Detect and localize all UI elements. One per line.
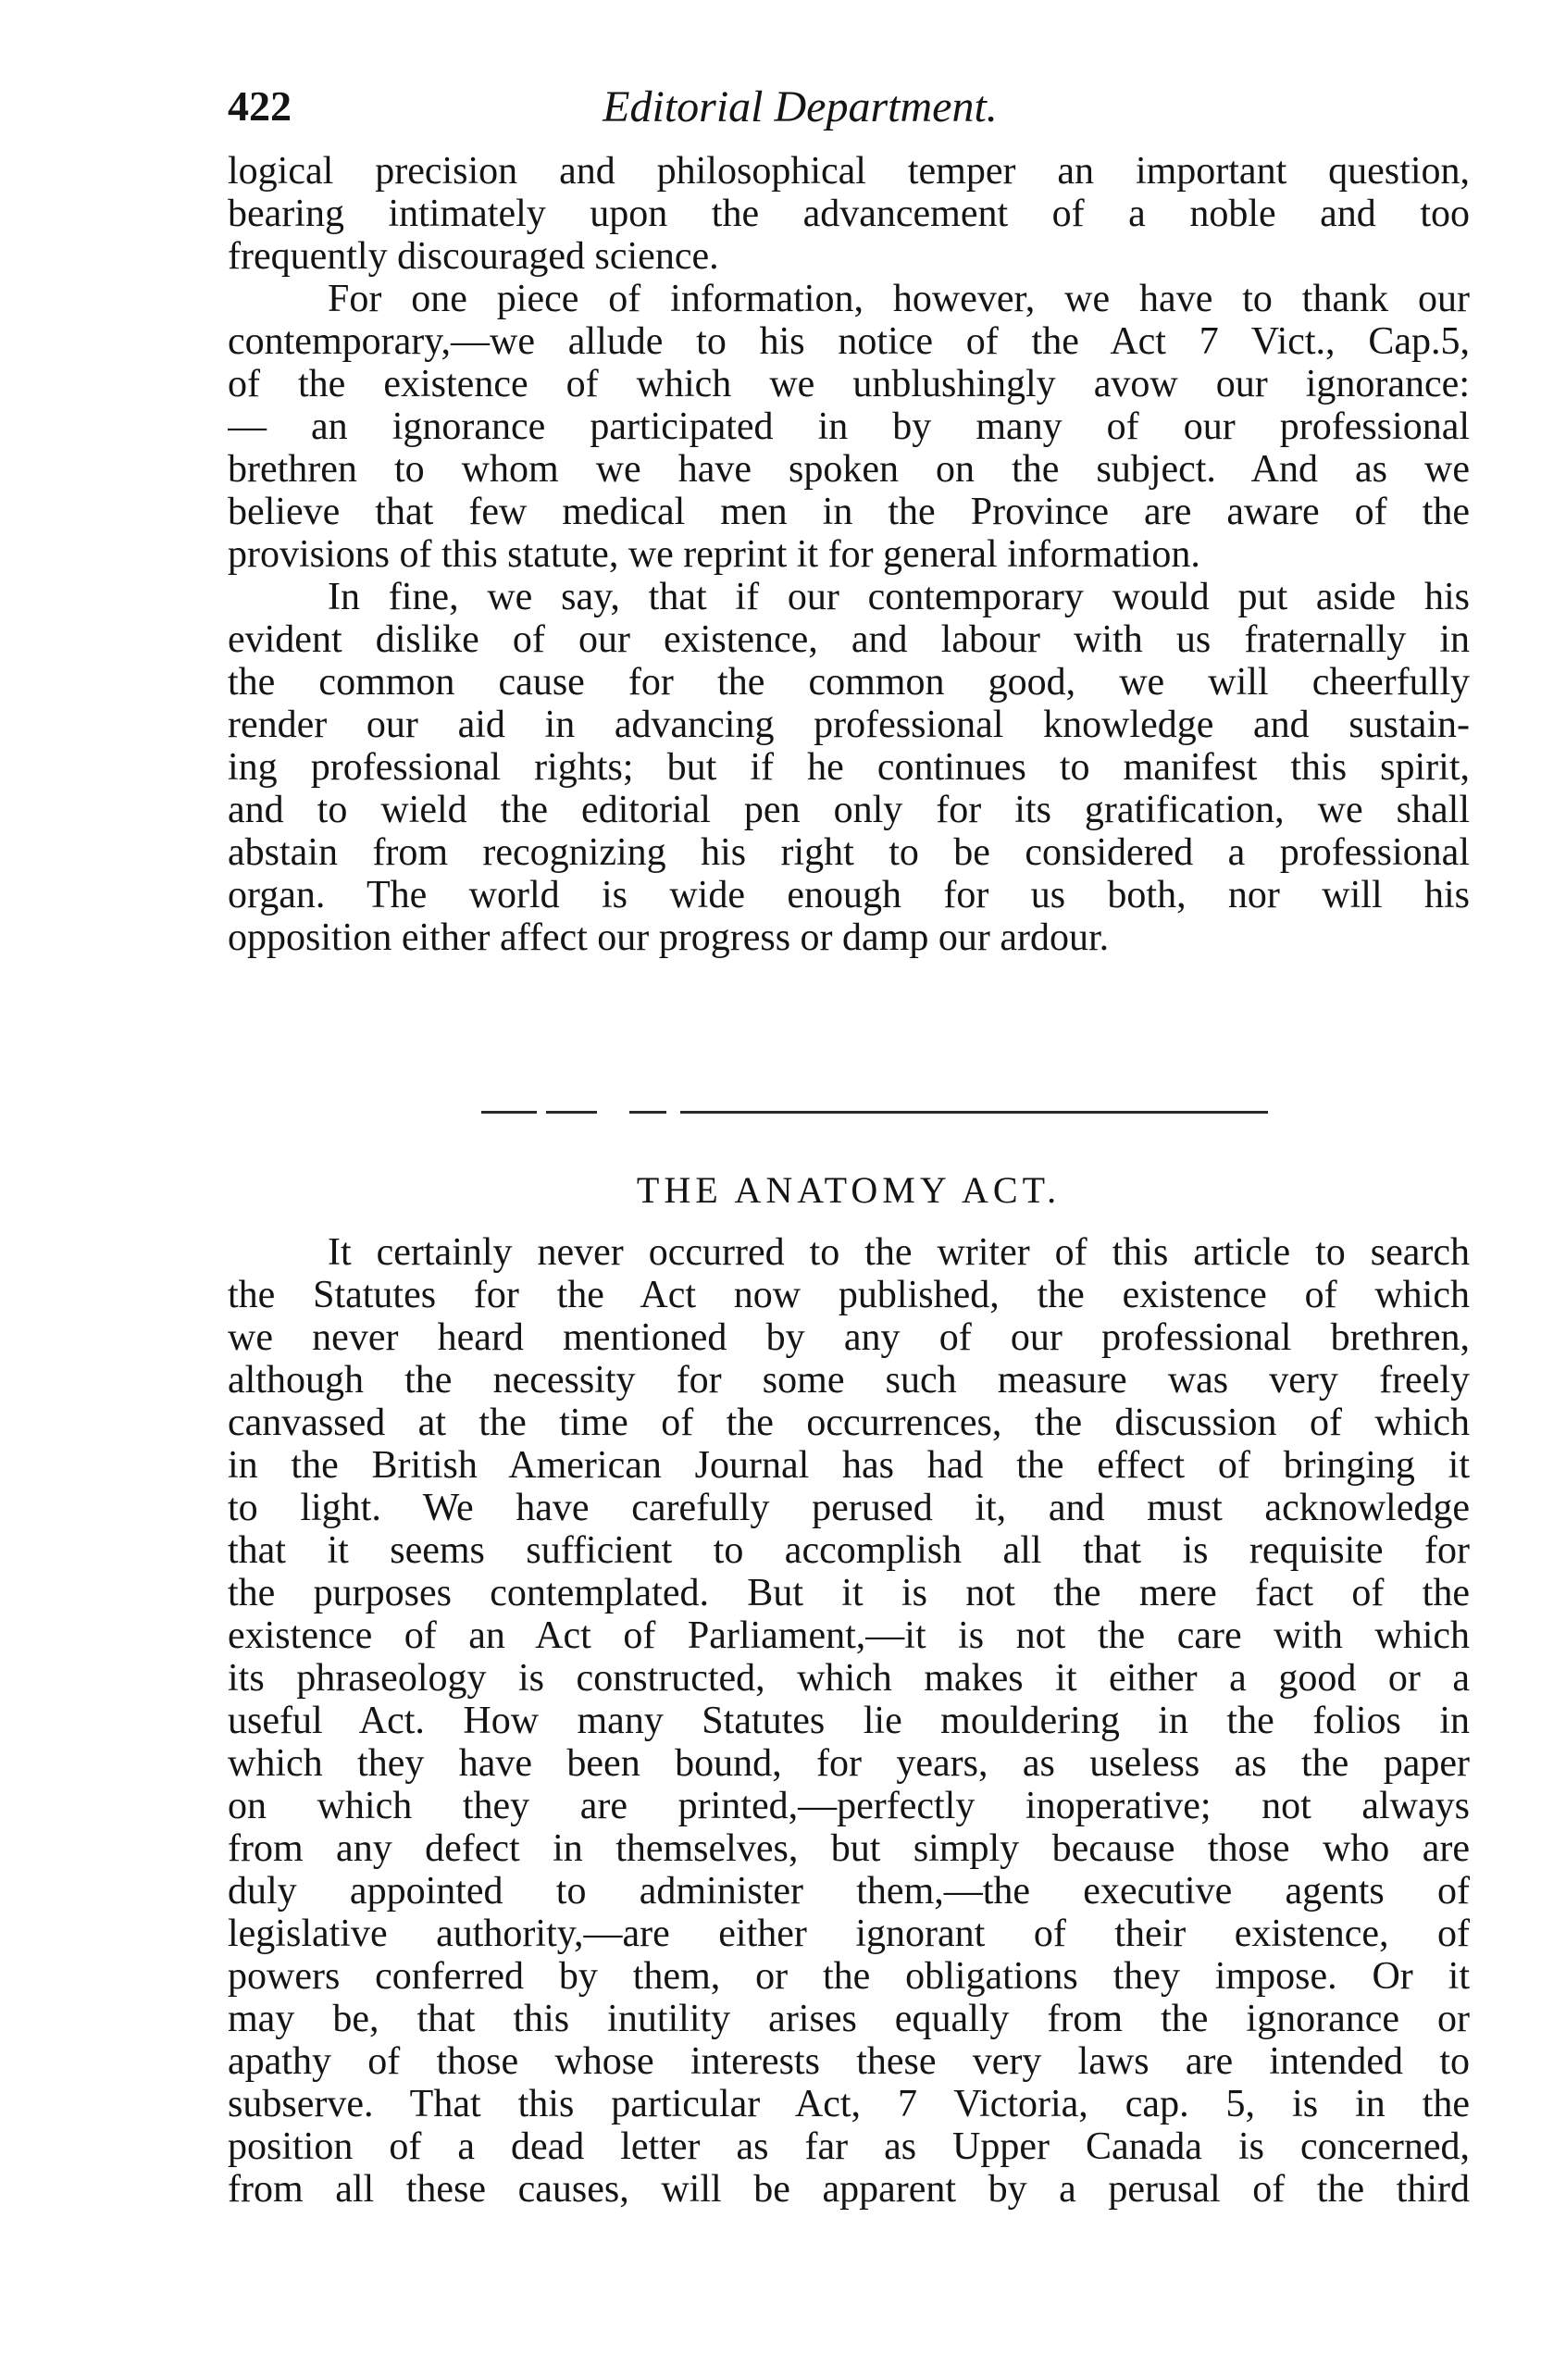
text-line: which they have been bound, for years, as useless as the paper: [228, 1742, 1470, 1785]
text-line: subserve. That this particular Act, 7 Victoria, cap. 5, is in the: [228, 2083, 1470, 2125]
text-line: evident dislike of our existence, and labour with us fraternally in: [228, 618, 1470, 661]
text-line: logical precision and philosophical temper an important question,: [228, 150, 1470, 193]
text-line: believe that few medical men in the Province are aware of the: [228, 491, 1470, 533]
text-line: useful Act. How many Statutes lie mouldering in the folios in: [228, 1700, 1470, 1742]
text-line: in the British American Journal has had the effect of bringing it: [228, 1444, 1470, 1487]
text-line: legislative authority,—are either ignorant of their existence, of: [228, 1913, 1470, 1955]
text-line: powers conferred by them, or the obligations they impose. Or it: [228, 1955, 1470, 1998]
text-line: apathy of those whose interests these very laws are intended to: [228, 2040, 1470, 2083]
text-line: frequently discouraged science.: [228, 235, 719, 278]
text-line: brethren to whom we have spoken on the subject. And as we: [228, 448, 1470, 491]
text-line: For one piece of information, however, we have to thank our: [328, 278, 1470, 320]
text-line: the purposes contemplated. But it is not the mere fact of the: [228, 1572, 1470, 1614]
editorial-text: [228, 150, 1470, 959]
text-line: may be, that this inutility arises equally from the ignorance or: [228, 1998, 1470, 2040]
text-line: the common cause for the common good, we will cheerfully: [228, 661, 1470, 704]
text-line: existence of an Act of Parliament,—it is not the care with which: [228, 1614, 1470, 1657]
text-line: to light. We have carefully perused it, and must acknowledge: [228, 1487, 1470, 1529]
text-line: the Statutes for the Act now published, the existence of which: [228, 1274, 1470, 1316]
text-line: In fine, we say, that if our contemporary would put aside his: [328, 576, 1470, 618]
running-title: Editorial Department.: [603, 82, 998, 131]
page-number: 422: [228, 82, 292, 130]
running-header: [228, 81, 1456, 137]
divider-segment: [481, 1111, 537, 1114]
text-line: we never heard mentioned by any of our professional brethren,: [228, 1316, 1470, 1359]
text-line: provisions of this statute, we reprint it for general information.: [228, 533, 1200, 576]
divider-segment: [680, 1111, 1268, 1114]
text-line: position of a dead letter as far as Upper Canada is concerned,: [228, 2125, 1470, 2168]
text-line: bearing intimately upon the advancement of a noble and too: [228, 193, 1470, 235]
text-line: although the necessity for some such measure was very freely: [228, 1359, 1470, 1402]
text-line: — an ignorance participated in by many of our professional: [228, 405, 1470, 448]
text-line: contemporary,—we allude to his notice of the Act 7 Vict., Cap.5,: [228, 320, 1470, 363]
text-line: duly appointed to administer them,—the executive agents of: [228, 1870, 1470, 1913]
section-divider: [481, 1111, 1268, 1116]
section-heading: THE ANATOMY ACT.: [636, 1169, 1062, 1211]
text-line: of the existence of which we unblushingly avow our ignorance:: [228, 363, 1470, 405]
text-line: its phraseology is constructed, which makes it either a good or a: [228, 1657, 1470, 1700]
text-line: from any defect in themselves, but simply because those who are: [228, 1827, 1470, 1870]
divider-segment: [629, 1111, 666, 1114]
text-line: render our aid in advancing professional knowledge and sustain-: [228, 704, 1470, 746]
text-line: and to wield the editorial pen only for its gratification, we shall: [228, 789, 1470, 831]
text-line: It certainly never occurred to the writer of this article to search: [328, 1231, 1470, 1274]
text-line: canvassed at the time of the occurrences, the discussion of which: [228, 1402, 1470, 1444]
text-line: on which they are printed,—perfectly inoperative; not always: [228, 1785, 1470, 1827]
text-line: opposition either affect our progress or damp our ardour.: [228, 916, 1110, 959]
text-line: abstain from recognizing his right to be considered a professional: [228, 831, 1470, 874]
text-line: organ. The world is wide enough for us both, nor will his: [228, 874, 1470, 916]
text-line: ing professional rights; but if he continues to manifest this spirit,: [228, 746, 1470, 789]
anatomy-act-text: [228, 1231, 1470, 2211]
text-line: from all these causes, will be apparent by a perusal of the third: [228, 2168, 1470, 2211]
text-line: that it seems sufficient to accomplish all that is requisite for: [228, 1529, 1470, 1572]
divider-segment: [546, 1111, 597, 1114]
